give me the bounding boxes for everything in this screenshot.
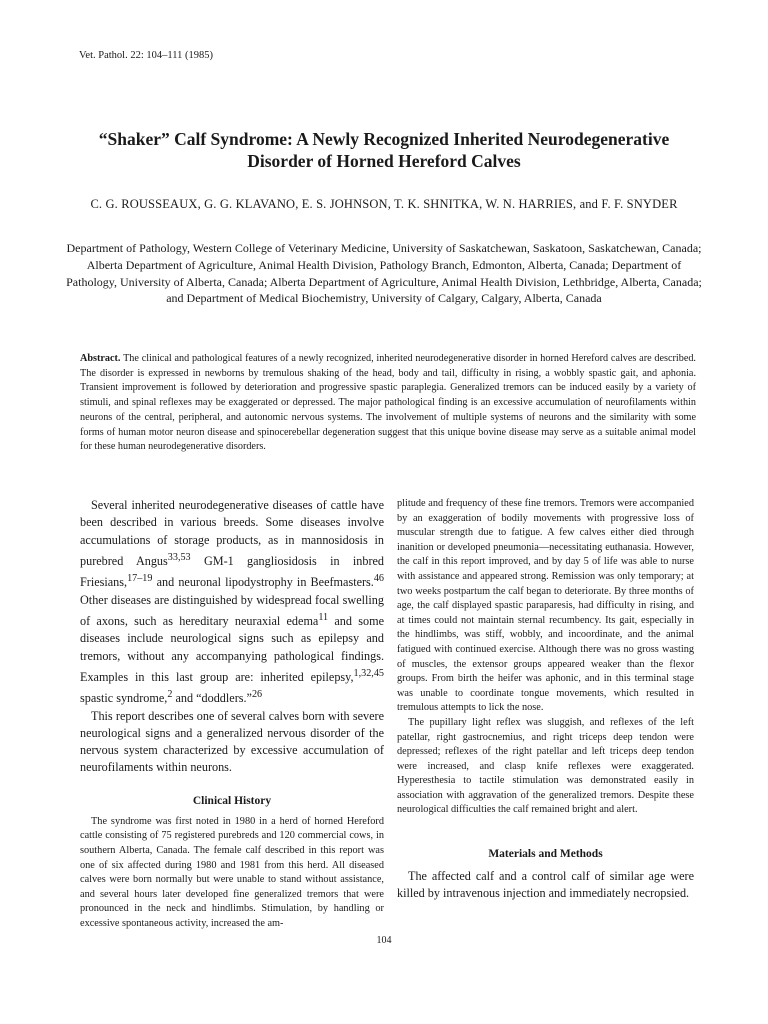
author-list: C. G. ROUSSEAUX, G. G. KLAVANO, E. S. JOHNSON, T. K. SHNITKA, W. N. HARRIES, and F. F. SNYDER [90,197,678,211]
section-heading-clinical-history: Clinical History [192,794,272,807]
article-title [60,128,708,172]
abstract [80,352,696,455]
intro-paragraph-2: This report describes one of several calves born with severe neurological signs and a generalized nervous disorder of the nervous system characterized by excessive accumulation of neurofilaments within neurons. [80,708,384,775]
abstract-text: The clinical and pathological features of a newly recognized, inherited neurodegenerative disorder in horned Hereford calves are described. The disorder is expressed in newborns by tremulous shaking of the head, body and tail, difficulty in rising, a wobbly spastic gait, and aphonia. Transient improvement is followed by deterioration and progressive spastic paraplegia. Generalized tremors can be induced easily by a variety of stimuli, and spinal reflexes may be exaggerated or depressed. The major pathological finding is an excessive accumulation of neurofilaments within neurons of the central, peripheral, and autonomic nervous systems. The involvement of multiple systems of neurons and the similarity with some forms of human motor neuron disease and spinocerebellar degeneration suggest that this unique bovine disease may serve as a suitable animal model for these human neurodegenerative disorders. [80,353,696,453]
right-column [397,497,694,903]
title-line-1: “Shaker” Calf Syndrome: A Newly Recognized Inherited Neurodegenerative [98,129,670,149]
abstract-label: Abstract. [80,353,121,364]
section-heading-materials-methods: Materials and Methods [488,848,603,861]
journal-reference: Vet. Pathol. 22: 104–111 (1985) [79,50,213,61]
left-column [80,497,384,932]
title-line-2: Disorder of Horned Hereford Calves [247,151,521,171]
clinical-history-paragraph: The syndrome was first noted in 1980 in a herd of horned Hereford cattle consisting of 75 registered purebreds and 120 commercial cows, in southern Alberta, Canada. The female calf described in this report was one of six affected during 1980 and 1981 from this herd. All diseased calves were born normally but were unable to stand without assistance, and several hours later developed fine generalized tremors that were pronounced in the neck and hindlimbs. Stimulation, by handling or excessive spontaneous activity, increased the am- [80,815,384,929]
reflex-paragraph: The pupillary light reflex was sluggish, and reflexes of the left patellar, right gastrocnemius, and right triceps deep tendon were depressed; reflexes of the right patellar and left triceps deep tendon were increased, and clasp knife reflexes were exaggerated. Hyperesthesia to tactile stimulation was demonstrated easily in association with aggravation of the generalized tremors. Despite these neurological difficulties the calf remained bright and alert. [397,716,694,816]
affiliations: Department of Pathology, Western College of Veterinary Medicine, University of Saskatchewan, Saskatoon, Saskatchewan, Canada; Alberta Department of Agriculture, Animal Health Division, Pathology Branch, Edmonton, Alberta, Canada; Department of Pathology, University of Alberta, Canada; Alberta Department of Agriculture, Animal Health Division, Lethbridge, Alberta, Canada; and Department of Medical Biochemistry, University of Calgary, Calgary, Alberta, Canada [66,241,702,306]
materials-paragraph: The affected calf and a control calf of similar age were killed by intravenous injection and immediately necropsied. [397,869,694,901]
page-number: 104 [376,935,392,946]
clinical-continued-paragraph: plitude and frequency of these fine tremors. Tremors were accompanied by an exaggeration of bodily movements with progressive loss of muscular strength due to fatigue. A few calves either died through inanition or developed pneumonia—necessitating euthanasia. However, the calf in this report improved, and by day 5 of life was able to nurse with assistance and appeared strong. Remission was only temporary; at two weeks postpartum the calf began to deteriorate. By three months of age, the calf displayed spastic paraparesis, had difficulty in rising, and at times could not maintain sternal recumbency. Its gait, especially in the hindlimbs, was stiff, wobbly, and incoordinate, and the animal fatigued with continued exercise. Although there was no gross wasting of muscles, the extensor groups appeared weaker than the flexor groups. From birth the heifer was aphonic, and in this terminal stage was unable to coordinate tongue movements, which resulted in tremulous attempts to lick the nose. [397,498,694,714]
intro-paragraph-1: Several inherited neurodegenerative diseases of cattle have been described in various breeds. Some diseases involve accumulations of storage products, as in mannosidosis in purebred Angus$^{33,53}$ GM-1 gangliosidosis in inbred Friesians,$^{17-19}$ and neuronal lipodystrophy in Beefmasters.$^{46}$ Other diseases are distinguished by widespread focal swelling of axons, such as hereditary neuraxial edema$^{11}$ and some diseases include neurological signs such as epilepsy and tremors, without any accompanying pathological findings. Examples in this last group are: inherited epilepsy,$^{1,32,45}$ spastic syndrome,$^2$ and “doddlers.”$^{26}$ [80,498,385,706]
